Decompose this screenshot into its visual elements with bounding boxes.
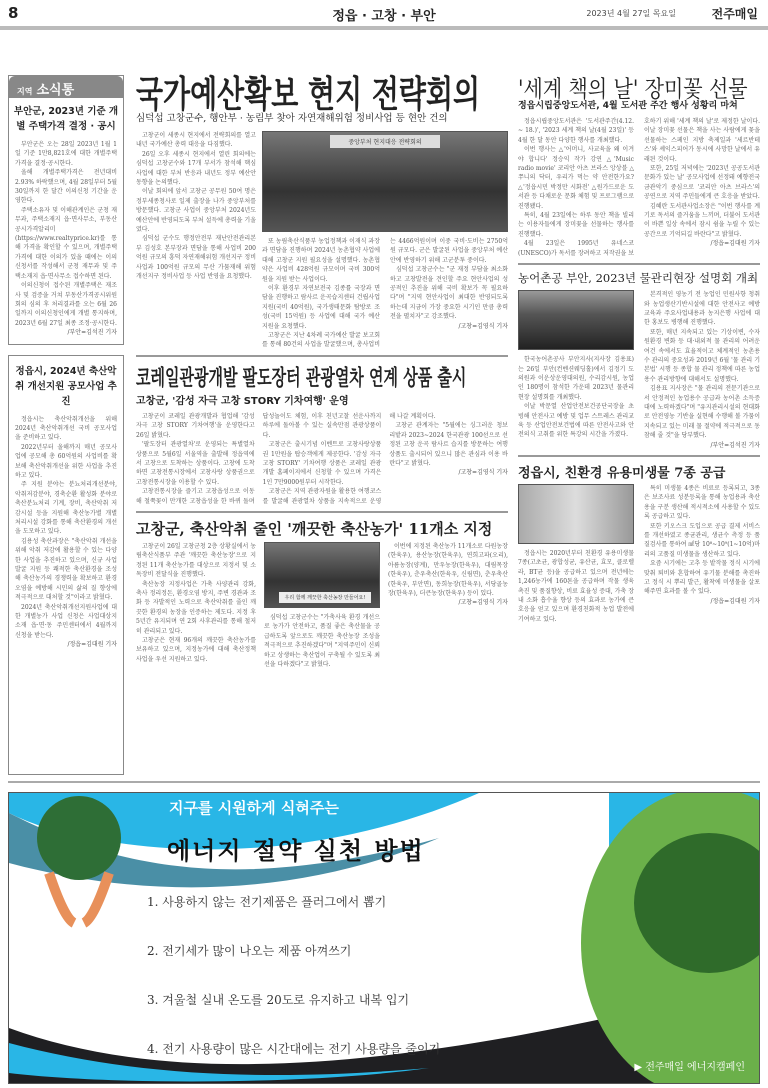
paragraph: 또한 키오스크 도입으로 공급 결제 서비스를 개선하였고 종균관리, 생균수 측정 등 품질검사를 통하여 ㎖당 10⁸~10⁹(1~10억)마리의 고품질 미생물을 생산하고 있다.: [644, 522, 760, 558]
paragraph: 고창군은 지역 관광자원을 활용한 여행코스를 발굴해 관광열차 상품을 지속적으로 운영해 나갈 계획이다.: [262, 412, 436, 505]
korail-headline-text: 코레일관광개발 팔도장터 관광열차 연계 상품 출시: [136, 364, 467, 391]
byline: /정읍=김대원 기자: [67, 641, 117, 649]
paragraph: 심덕섭 군수도 행정안전부 재난안전관리본부 김성호 본부장과 면담을 통해 사업비 200억원 규모의 흥덕 자연재해위험 개선지구 정비사업과 100억원 규모의 무산 가뭄재해 위험 개선지구 정비사업 등 사업 반영을 요청했다.: [136, 235, 256, 281]
sidebar-header: [9, 76, 123, 98]
paragraph: 김혜란 도서관사업소장은 "이번 행사를 계기로 독서의 즐거움을 느끼며, 더불어 도서관이 바쁜 일상 속에서 잠시 쉼을 누릴 수 있는 공간으로 기억되길 바란다"고 밝혔다.: [644, 202, 760, 238]
sidebar-article-body: [9, 415, 123, 650]
livestock-body-col3: [388, 542, 508, 608]
paragraph: 심덕섭 고창군수는 "가축사육 환경 개선으로 농가가 안전하고, 품질 좋은 축산물을 공급하도록 앞으로도 깨끗한 축산농장 조성을 적극적으로 추진하겠다"며 "지역주민이 신뢰하고 상생하는 축산업이 구축될 수 있도록 최선을 다하겠다"고 밝혔다.: [264, 613, 380, 668]
paragraph: '팔도장터 관광열차'로 운영되는 특별열차 상품으로 5월6일 서울역을 출발해 정읍역에서 고창으로 도착하는 상품이다. 고창에 도착하면 고창전통시장에서 고창사랑 상품권으로 고창전통시장을 이용할 수 있다.: [136, 441, 255, 486]
livestock-body-col1: [136, 542, 256, 664]
tip-item: 4. 전기 사용량이 많은 시간대에는 전기 사용량을 줄이기: [147, 1042, 441, 1056]
livestock-col2: [264, 542, 380, 669]
main-headline-text: 국가예산확보 현지 전략회의: [136, 72, 481, 116]
paragraph: 또한, 매년 지속되고 있는 기상이변, 수자원환경 변화 등 대·내외적 물 관리의 어려운 여건 속에서도 효율적이고 체계적인 농촌용수 관리의 중요성과 2019년 6월 '물 관리 기본법' 시행 등 종합 물 관리 정책에 따른 농업용수 관리방향에 대해서도 설명했다.: [644, 328, 760, 383]
livestock-headline: [136, 518, 508, 542]
paragraph: 이번 행사는 △'어머니, 사교육을 왜 이겨야 합니다' 정승익 작가 강연 △'Music radio movie' 코리안 아츠 브라스 앙상블 △쭈니의 닥터, 우리가 먹는 약 안전한가요? △'정읍시민 박정만 시화전' △원가드로운 도서관 등 다채로운 문화 체험 및 프로그램으로 진행됐다.: [518, 146, 634, 210]
sidebar-news-box-2: [8, 355, 124, 775]
paragraph: 이날 회의에 앞서 고창군 공무원 50여 명은 정부세종청사로 일제 출장을 나가 중앙부처를 방문했다. 고창군 사업이 중앙부처 2024년도 예산안에 반영되도록 부처 설득에 총력을 기울였다.: [136, 188, 256, 234]
tip-item: 1. 사용하지 않는 전기제품은 플러그에서 뽑기: [147, 895, 387, 909]
newspaper-logo: 전주매일: [711, 7, 758, 21]
tip-item: 2. 전기세가 많이 나오는 제품 아껴쓰기: [147, 944, 352, 958]
sidebar-news-box-1: [8, 75, 124, 345]
main-right: [262, 131, 508, 350]
paragraph: 이의신청이 접수된 개별주택은 재조사 및 검증을 거쳐 부동산가격공시위원회의 심의 후 처리결과를 오는 6월 26일까지 이의신청인에게 개별 통지하며, 2023년 6월 27일 최종 조정·공시한다.: [15, 282, 117, 327]
microbe-body: [518, 484, 760, 624]
paragraph: 고창군은 지난 4차례 국가예산 발굴 보고회를 통해 80건의 사업을 발굴했으며, 총사업비는 4466억원이며 이중 국비·도비는 2750억원 규모다. 군은 발굴된 사업을 중앙부처 예산안에 반영하기 위해 고군분투 중이다.: [262, 238, 508, 349]
water-body: [518, 290, 760, 450]
sidebar-article-title: 정읍시, 2024년 축산악취 개선지원 공모사업 추진: [15, 365, 117, 407]
paragraph: 4월 23일은 1995년 유네스코(UNESCO)가 독서를 장려하고 저작권을 보호하기 위해 '세계 책의 날'로 제정한 날이다. 이날 장미꽃 선물은 책을 사는 사람에게 꽃을 선물하는 스페인 지방 축제일과 '세르반테스'와 셰익스피어가 동시에 사망한 날에서 유래된 것이다.: [518, 118, 760, 257]
right-column: [518, 66, 760, 778]
section-title: 정읍 · 고창 · 부안: [332, 9, 436, 24]
divider: [136, 511, 508, 513]
paragraph: 2022년부터 올해까지 매년 공모사업에 공모해 총 60억원의 사업비를 확보해 축산악취개선을 위한 사업을 추진하고 있다.: [15, 443, 117, 479]
water-photo: [518, 290, 634, 350]
byline: /정읍=김대원 기자: [710, 597, 760, 605]
paragraph: 정읍시립중앙도서관은 '도서관주간(4.12. ~ 18.)', '2023 세계 책의 날(4월 23일)' 등 4월 한 달 동안 다양한 행사를 개최했다.: [518, 118, 634, 144]
water-headline-text: 농어촌공 부안, 2023년 물관리현장 설명회 개최: [518, 271, 759, 286]
book-subhead: 정읍시립중앙도서관, 4월 도서관 주간 행사 성황리 마쳐: [518, 101, 738, 111]
paragraph: 한국농어촌공사 부안지사(지사장 김용표)는 26일 부안(컨벤션웨딩홀)에서 김정기 도의원과 이운상운영대의원, 수리감시원, 농업인 180명이 참석한 가운데 2023년 물관리현장 설명회를 개최했다.: [518, 356, 634, 401]
paragraph: 고창군은 출시기념 이벤트로 고창사랑상품권 1만원을 탑승객에게 제공한다. '감성 자극 고창 STORY' 기차여행 상품은 코레일 관광개발 홈페이지에서 신청할 수 있으며 가격은 1인 7만9000원부터 시작한다.: [262, 441, 382, 486]
center-column: [136, 66, 508, 778]
photo-banner-text: 우리 함께 깨끗한 축산농장 만들어요!: [279, 592, 371, 603]
header-rule: [0, 26, 768, 30]
campaign-label: [634, 1058, 745, 1073]
issue-date: 2023년 4월 27일 목요일: [586, 9, 676, 18]
livestock-photo: [264, 542, 380, 608]
paragraph: 본격적인 영농기 전 농업인 민원사항 청취와 농업생산기반시설에 대한 안전사고 예방 교육과 주요사업내용과 농지은행 사업에 대한 홍보도 병행해 진행했다.: [644, 291, 760, 327]
korail-body: [136, 412, 508, 506]
byline: /정읍=김대원 기자: [710, 240, 760, 248]
book-headline-text: '세계 책의 날' 장미꽃 선물: [518, 74, 748, 103]
energy-campaign-ad: [8, 792, 760, 1084]
paragraph: 고창군이 26일 고창군청 2층 상황실에서 농림축산식품부 주관 '깨끗한 축산농장'으로 지정된 11개 축산농가를 대상으로 지정서 및 소독장비 전달식을 진행했다.: [136, 542, 256, 579]
photo-banner-text: 중앙부처 현지대응 전략회의: [330, 135, 440, 148]
byline: /부안=김석진 기자: [67, 329, 117, 337]
microbe-photo: [518, 484, 634, 544]
paragraph: 정읍시는 2020년부터 친환경 유용미생물 7종(고초균, 광합성균, 유산균, 효모, 클로렐라, BT균 등)을 공급하고 있으며 전년에는 1,246농가에 160톤을 공급하며 작물 생육촉진 및 품질향상, 비료 효율성 증대, 가축 장내 소화 흡수율 향상 등의 효과로 농가에 큰 호응을 얻고 있으며 환경친화적 농업 발전에 기여하고 있다.: [518, 550, 634, 623]
korail-headline: [136, 362, 508, 392]
paragraph: 주 지원 분야는 분뇨처리개선분야, 악취저감분야, 경축순환 활성화 분야로 축산분뇨처리 기계, 장비, 축산악취 저감시설 등을 지원해 축산농가별 개별 처리시설 강화를 통해 축산환경의 개선을 도모하고 있다.: [15, 481, 117, 536]
paragraph: 김용성 축산과장은 "축산악취 개선을 위해 악취 저감에 활용할 수 있는 다양한 사업을 추진하고 있으며, 신규 사업 발굴 지원 등 쾌적한 축산환경을 조성해 축산농가의 경쟁력을 확보하고 환경오염을 예방해 시민의 삶의 질 향상에 적극적으로 대처할 것"이라고 밝혔다.: [15, 537, 117, 602]
main-headline: [136, 66, 508, 116]
sidebar-label: 소식통: [36, 83, 75, 98]
byline: /부안=김석진 기자: [710, 441, 760, 449]
paragraph: 정읍시는 축산악취개선을 위해 2024년 축산악취개선 국비 공모사업을 준비하고 있다.: [15, 415, 117, 442]
paragraph: 심덕섭 고창군수는 "군 재정 부담을 최소화하고 고창발전을 견인할 주요 현안사업의 성공적인 추진을 위해 국비 확보가 꼭 필요하다"며 "지역 현안사업이 최대한 반영되도록 하는데 지금이 가장 중요한 시기인 만큼 총력전을 펼치자"고 강조했다.: [390, 266, 508, 321]
byline: /고창=김영식 기자: [458, 469, 508, 477]
paragraph: 2024년 축산악취개선지원사업에 대한 개별농가 사업 신청은 사업대상지 소재 읍·면·동 주민센터에서 4월까지 신청을 받는다.: [15, 603, 117, 639]
page-number: 8: [8, 4, 19, 22]
paragraph: 26일 오후 세종시 현지에서 열린 회의에는 심덕섭 고창군수와 17개 부서가 참석해 핵심사업에 대한 부처 반응과 내년도 정부 예산안 동향을 논의했다.: [136, 150, 256, 187]
paragraph: 또한, 25일 저녁에는 '2023년 공공도서관 문화가 있는 날' 공모사업에 선정돼 예향전국 금관악기 중심으로 '코리안 아츠 브라스'의 공연으로 지역 주민들에게 큰 호응을 받았다.: [644, 165, 760, 201]
microbe-headline-text: 정읍시, 친환경 유용미생물 7종 공급: [518, 466, 726, 481]
main-photo: [262, 131, 508, 232]
paragraph: 고창군 관계자는 "5월에는 싱그러운 청보리밭과 2023~2024 한국관광 100선으로 선정된 고창 운곡 람사르 습지를 방문하는 여행상품도 출시되어 있으니 많은 관심과 이용 바란다"고 밝혔다.: [389, 422, 508, 467]
paragraph: 올해 개별주택가격은 전년대비 2.93% 하락했으며, 4월 28일부터 5월 30일까지 한 달간 이의신청 기간을 운영한다.: [15, 169, 117, 205]
main-article: [136, 131, 508, 350]
paragraph: 고창군이 세종시 현지에서 전략회의를 열고 내년 국가예산 총력 대응을 다짐했다.: [136, 132, 256, 149]
poster-tagline: 지구를 시원하게 식혀주는: [169, 799, 339, 817]
byline: /고창=김영식 기자: [458, 322, 508, 330]
sidebar-article-body: [9, 140, 123, 338]
campaign-text: 전주매일 에너지캠페인: [645, 1062, 745, 1073]
sidebar: [8, 75, 124, 775]
water-headline: [518, 270, 760, 290]
paragraph: 김용표 지사장은 "물 관리의 전문기관으로서 안정적인 농업용수 공급과 농어촌 소득증대에 노력하겠다"며 "유지관리시설의 현대화로 안전영농 기반을 실현해 수행해 볼 가뭄이 지속되고 있는 미래 물 절약에 적극적으로 동참해 줄 것"을 당부했다.: [644, 385, 760, 440]
paragraph: 또 농림축산식품부 농업정책과 이재식 과장과 면담을 진행하며 2024년 농촌협약 사업에 대해 고창군 지원 필요성을 설명했다. 농촌협약은 사업비 428억원 규모이며 국비 300억원을 지원 받는 사업이다.: [262, 238, 380, 283]
energy-tips-list: [147, 893, 440, 1084]
divider: [8, 781, 760, 783]
paragraph: 고창군은 현재 96개의 깨끗한 축산농가를 보유하고 있으며, 지정농가에 대해 축산정책 사업을 우선 지원하고 있다.: [136, 637, 256, 663]
book-body: [518, 117, 760, 258]
livestock-headline-text: 고창군, 축산악취 줄인 '깨끗한 축산농가' 11개소 지정: [136, 519, 493, 538]
main-body-col2: [262, 237, 508, 350]
microbe-headline: [518, 462, 760, 484]
book-headline: [518, 66, 760, 103]
paragraph: 주택소유자 및 이해관계인은 군청 재무과, 주택소재지 읍·면사무소, 부동산공시가격알리미(https://www.realtyprice.kr)를 통해 가격을 확인할 수 있으며, 개별주택가격에 대한 이의가 있을 때에는 이의신청서를 작성해서 군청 재무과 및 주택소재지 읍·면사무소 접수하면 된다.: [15, 206, 117, 280]
paragraph: 부안군은 오는 28일 2023년 1월 1일 기준 1만8,821호에 대한 개별주택가격을 결정·공시한다.: [15, 141, 117, 167]
main-subhead: 심덕섭 고창군수, 행안부 · 농림부 찾아 자연재해위험 정비사업 등 현안 건의: [136, 113, 448, 124]
paragraph: 고창전통시장을 즐기고 고창읍성으로 이동해 철쭉꽃이 만개한 고창읍성을 한 바퀴 돌며 답성놀이도 체험, 이후 친년고찰 선운사까지 하루에 돌아볼 수 있는 실속만점 관광상품이다.: [136, 412, 382, 505]
paragraph: 요즘 시기에는 고추 등 밭작물 정식 시기에 맞춰 퇴비와 혼합하여 유기물 분해를 촉진하고 정식 시 뿌리 발근, 활착에 미생물을 살포해주면 효과를 볼 수 있다.: [644, 560, 760, 596]
paragraph: 고창군이 코레일 관광개발과 협업해 '감성 자극 고창 STORY 기차여행'을 운영한다고 26일 밝혔다.: [136, 412, 255, 439]
divider: [136, 355, 508, 357]
livestock-body-col2: [264, 613, 380, 669]
main-body-col1: [136, 131, 256, 282]
divider: [518, 455, 760, 457]
paragraph: 특히 미생물 4종은 비료로 등록되고, 3종은 보조사료 성분등록을 통해 농업용과 축산용을 구분 생산해 적시적소에 사용할 수 있도록 공급하고 있다.: [644, 485, 760, 521]
poster-title: 에너지 절약 실천 방법: [167, 837, 425, 865]
paragraph: 이날 박문열 산업안전보건공단국장을 초빙해 안전사고 예방 및 업무 스트레스 관리교육 등 산업안전보건법에 따른 안전사고와 안전의식 고취를 위한 특강의 시간을 가졌다.: [518, 403, 634, 439]
paragraph: 이번에 지정된 축산농가 11개소로 다원농장(한육우), 용산농장(한육우), 연희고파(오리), 아름농장(양계), 만우농장(한육우), 대림목장(한육우), 춘우축산(한육우, 신림면), 춘우축산(한육우, 부안면), 동희농장(한육우), 서당골농장(한육우), 더큰농장(한육우) 등이 있다.: [388, 542, 508, 597]
korail-subhead: 고창군, '감성 자극 고창 STORY 기차여행' 운영: [136, 395, 349, 407]
sidebar-label-small: 지역: [17, 87, 33, 96]
paragraph: 특히, 4월 23일에는 하루 동안 책을 빌리는 이용자들에게 장미꽃을 선물하는 행사를 진행했다.: [518, 212, 634, 238]
paragraph: 축산농장 지정사업은 가축 사양관리 강화, 축사 정리정돈, 환경오염 방지, 주변 경관과 조화 등 자발적인 노력으로 축산악취를 줄인 깨끗한 환경의 농장을 인증하는 제도다. 지정 후 5년간 유지되며 연 2회 사후관리를 통해 철저히 관리되고 있다.: [136, 580, 256, 635]
byline: /고창=김영식 기자: [458, 599, 508, 607]
tip-item: 3. 겨울철 실내 온도를 20도로 유지하고 내복 입기: [147, 993, 410, 1007]
play-arrow-icon: ▶: [634, 1062, 646, 1073]
livestock-article: [136, 542, 508, 669]
paragraph: 이후 환경부 자연보전국 김종률 국장과 면담을 진행하고 람사르 운곡습지센터 건립사업 지원(국비 40억원), 국가생태문화 탐방로 조성(국비 15억원) 등 사업에 대해 국가 예산 지원을 요청했다.: [262, 285, 380, 330]
sidebar-article-title: 부안군, 2023년 기준 개별 주택가격 결정 · 공시: [13, 106, 119, 132]
divider: [518, 263, 760, 265]
